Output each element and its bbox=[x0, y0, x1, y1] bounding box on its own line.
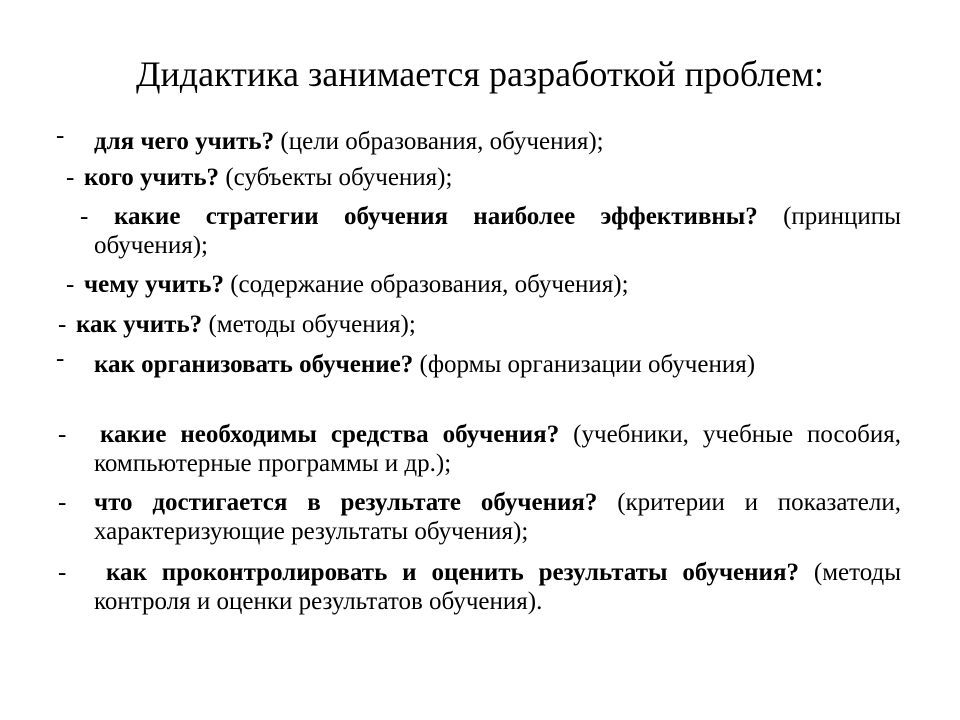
list-item-text bbox=[94, 558, 901, 616]
item-note: (принципы обучения); bbox=[94, 203, 901, 259]
list-item-text bbox=[94, 420, 901, 478]
list-dash: - bbox=[66, 164, 75, 191]
item-note: (учебники, учебные пособия, компьютерные программы и др.); bbox=[94, 421, 901, 477]
list-dash: - bbox=[58, 489, 67, 516]
item-note: (содержание образования, обучения); bbox=[223, 271, 629, 298]
list-dash: - bbox=[56, 122, 65, 149]
list-item-text bbox=[94, 202, 901, 260]
list-dash: - bbox=[58, 421, 67, 448]
list-item bbox=[66, 163, 901, 193]
list-item bbox=[56, 345, 901, 410]
item-note: (формы организации обучения) bbox=[413, 351, 756, 378]
list-dash: - bbox=[80, 203, 89, 230]
item-question: какие стратегии обучения наиболее эффективны? bbox=[114, 203, 758, 230]
list-dash: - bbox=[58, 311, 67, 338]
list-item bbox=[58, 558, 901, 648]
item-question: кого учить? bbox=[84, 164, 220, 191]
list-dash: - bbox=[66, 271, 75, 298]
list-item-text bbox=[94, 127, 901, 156]
item-question: как организовать обучение? bbox=[94, 351, 414, 378]
item-question: чему учить? bbox=[84, 271, 224, 298]
list-dash: - bbox=[56, 345, 65, 372]
list-item bbox=[56, 122, 901, 157]
list-dash: - bbox=[58, 559, 67, 586]
list-item-text bbox=[84, 270, 901, 299]
list-item bbox=[80, 202, 901, 262]
item-note: (цели образования, обучения); bbox=[274, 128, 604, 155]
item-note: (субъекты обучения); bbox=[219, 164, 453, 191]
item-question: что достигается в результате обучения? bbox=[94, 489, 598, 516]
item-question: как проконтролировать и оценить результаты обучения? bbox=[106, 559, 799, 586]
list-item bbox=[58, 420, 901, 480]
list-item-text bbox=[94, 488, 901, 546]
list-item-text bbox=[84, 163, 901, 192]
list-item bbox=[58, 488, 901, 548]
list-item-text bbox=[76, 310, 901, 339]
item-question: как учить? bbox=[76, 311, 203, 338]
item-question: для чего учить? bbox=[94, 128, 275, 155]
slide-title: Дидактика занимается разработкой проблем: bbox=[135, 54, 825, 94]
item-question: какие необходимы средства обучения? bbox=[100, 421, 560, 448]
list-item bbox=[58, 310, 901, 340]
item-note: (методы контроля и оценки результатов обучения). bbox=[94, 559, 901, 615]
list-item-text bbox=[94, 350, 901, 379]
item-note: (критерии и показатели, характеризующие результаты обучения); bbox=[94, 489, 901, 545]
list-item bbox=[66, 270, 901, 300]
item-note: (методы обучения); bbox=[202, 311, 416, 338]
